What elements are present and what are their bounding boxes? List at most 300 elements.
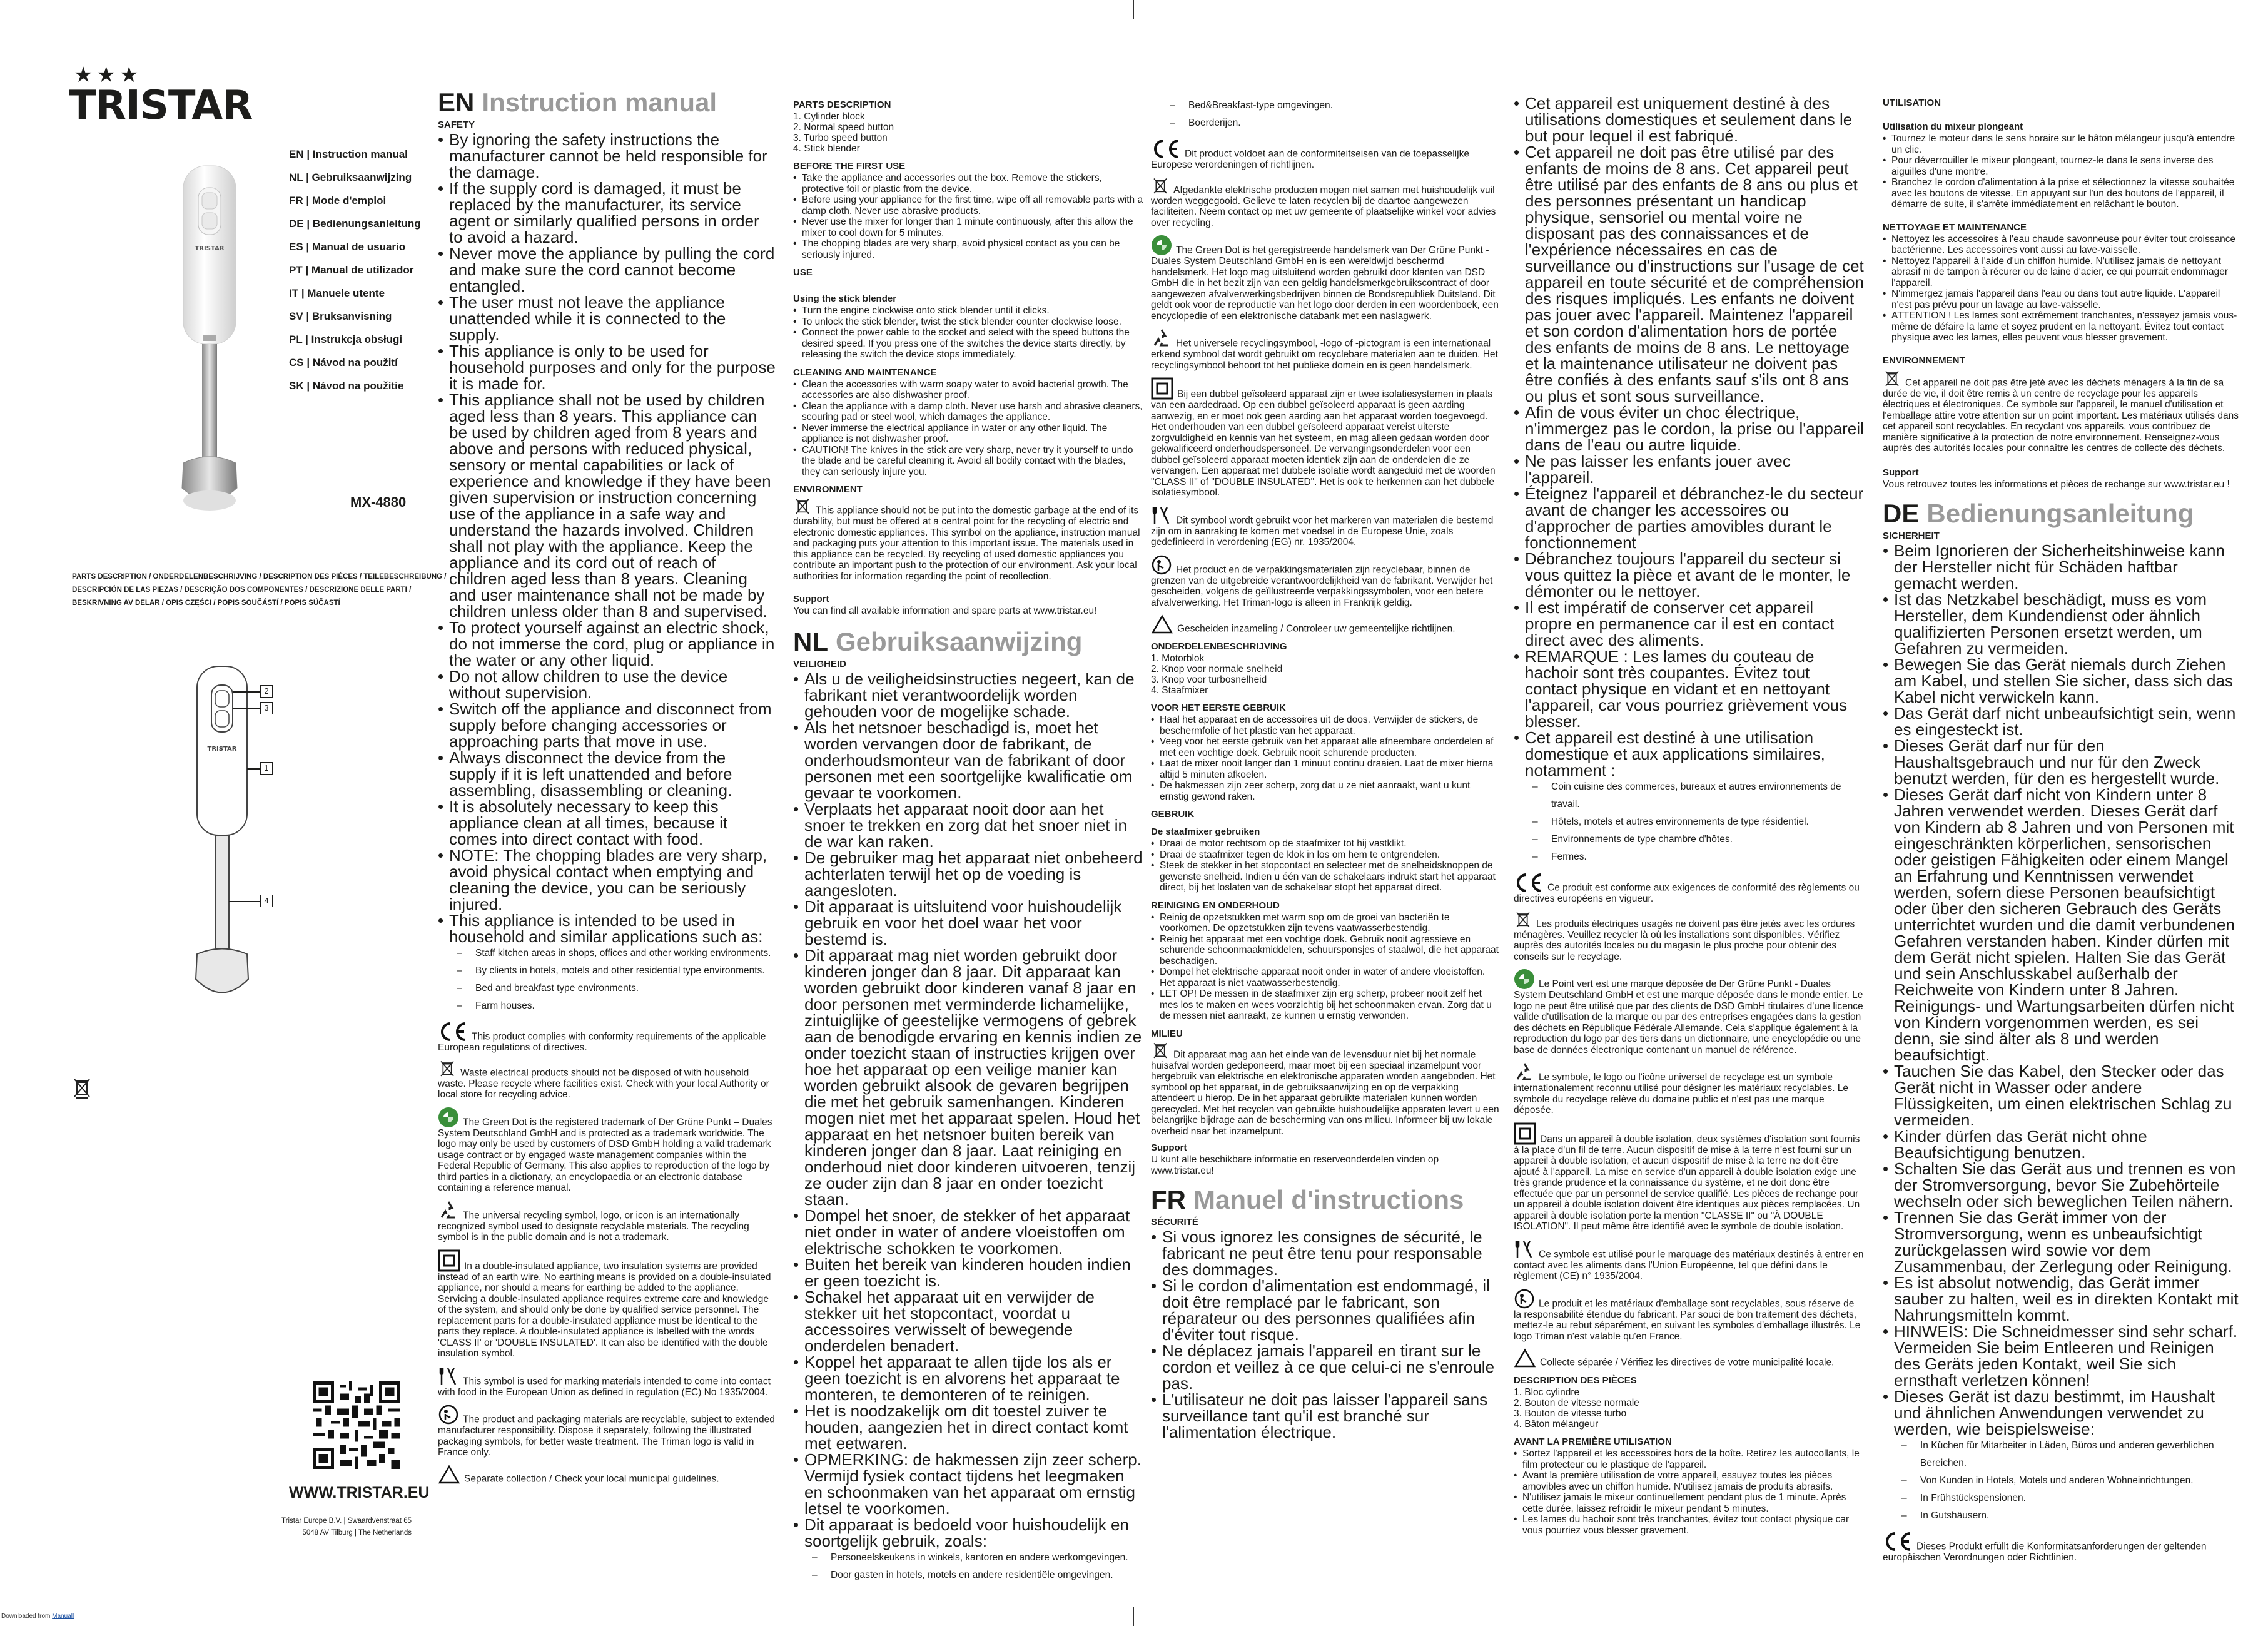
en-cleaning-title: CLEANING AND MAINTENANCE <box>793 367 937 378</box>
food-safe-icon <box>1151 505 1172 526</box>
nl-support-text: U kunt alle beschikbare informatie en reserveonderdelen vinden op www.tristar.eu! <box>1151 1154 1439 1176</box>
list-item: • LET OP! De messen in de staafmixer zijn erg scherp, probeer nooit zelf het mes los te maken en wees voorzichtig bij het schoonmaken ervan. Zorg dat u de messen niet aanraakt, ze kunnen u ernstig verwonden. <box>1151 988 1501 1022</box>
symbol-text: Ce produit est conforme aux exigences de conformité des règlements ou directives européens en vigueur. <box>1514 882 1860 904</box>
list-item: • Cet appareil est destiné à une utilisation domestique et aux applications similaires, notamment : <box>1514 729 1864 778</box>
callout-line <box>233 708 260 709</box>
environment-text: Cet appareil ne doit pas être jeté avec les déchets ménagers à la fin de sa durée de vie, il doit être remis à un centre de recyclage pour les appareils électriques et électroniques. Ce symbole sur l'appareil, le manuel d'utilisation et l'emballage attire votre attention sur un point important. Les matériaux utilisés dans cet appareil sont recyclables. En recyclant vos appareils, vous contribuez de manière significative à la protection de notre environnement. Renseignez-vous auprès des autorités locales pour connaître les centres de collecte des déchets. <box>1883 377 2239 454</box>
list-item: • Cet appareil est uniquement destiné à des utilisations domestiques et seulement dans le but pour lequel il est fabriqué. <box>1514 95 1864 144</box>
list-item: • N'utilisez jamais le mixeur continuellement pendant plus de 1 minute. Après cette durée, laissez refroidir le mixeur pendant 5 minutes. <box>1514 1492 1864 1514</box>
list-item: • To protect yourself against an electric shock, do not immerse the cord, plug or appliance in the water or any other liquid. <box>438 619 776 668</box>
symbol-text: Dit product voldoet aan de conformiteitseisen van de toepasselijke Europese verordeningen of richtlijnen. <box>1151 148 1469 170</box>
list-item: • Nettoyez l'appareil à l'aide d'un chiffon humide. N'utilisez jamais de nettoyant abrasif ni de tampon à récurer ou de laine d'acier, ce qui pourrait endommager l'appareil. <box>1883 256 2239 289</box>
recycling-paragraph <box>1514 1062 1864 1116</box>
fr-title: Manuel d'instructions <box>1193 1185 1464 1214</box>
list-item: • Do not allow children to use the device without supervision. <box>438 668 776 701</box>
double-insulation-icon <box>1151 377 1173 400</box>
list-item: • Cet appareil ne doit pas être utilisé par des enfants de moins de 8 ans. Cet appareil peut être utilisé par des enfants de 8 ans ou plus et des personnes présentant un handicap physique, sensoriel ou mental voire ne disposant pas des connaissances et de l'expérience nécessaires en cas de surveillance ou d'instructions sur l'usage de cet appareil en toute sécurité et de compréhension des risques impliqués. Les enfants ne doivent pas jouer avec l'appareil. Maintenez l'appareil et son cordon d'alimentation hors de portée des enfants de moins de 8 ans. Le nettoyage et la maintenance utilisateur ne doivent pas être confiés à des enfants sauf s'ils ont 8 ans ou plus et sont sous surveillance. <box>1514 144 1864 404</box>
list-item: • Als het netsnoer beschadigd is, moet het worden vervangen door de fabrikant, de onderhoudsmonteur van de fabrikant of door personen met een soortgelijke kwalificatie om gevaar te voorkomen. <box>793 719 1143 801</box>
de-heading <box>1883 499 2239 529</box>
weee-bin-icon <box>1151 1042 1170 1060</box>
symbol-text: The Green Dot is the registered trademark of Der Grüne Punkt – Duales System Deutschland GmbH and is protected as a trademark worldwide. The logo may only be used by customers of DSD GmbH holding a valid trademark usage contract or by engaged waste management companies within the Federal Republic of Germany. This also applies to reproduction of the logo by third parties in a dictionary, an encyclopaedia or an electronic database containing a reference manual. <box>438 1117 772 1193</box>
list-item: • The user must not leave the appliance unattended while it is connected to the supply. <box>438 294 776 343</box>
list-item: • Laat de mixer nooit langer dan 1 minuut continu draaien. Laat de mixer hierna altijd 5 minuten afkoelen. <box>1151 758 1501 780</box>
en-environment-text <box>793 497 1143 582</box>
list-item: • Éteignez l'appareil et débranchez-le du secteur avant de changer les accessoires ou d'approcher de parties amovibles durant le fonctionnement <box>1514 485 1864 551</box>
weee-paragraph <box>438 1060 776 1100</box>
language-item: ES | Manual de usuario <box>289 241 406 253</box>
list-item: • N'immergez jamais l'appareil dans l'eau ou dans tout autre liquide. L'appareil n'est pas prévu pour un lavage au lave-vaisselle. <box>1883 288 2239 310</box>
en-parts-title: PARTS DESCRIPTION <box>793 99 891 110</box>
list-item: – Door gasten in hotels, motels en andere residentiële omgevingen. <box>812 1567 1143 1584</box>
green-dot-paragraph <box>1151 235 1501 322</box>
fr-support-text: Vous retrouvez toutes les informations et pièces de rechange sur www.tristar.eu ! <box>1883 479 2230 490</box>
list-item: – Von Kunden in Hotels, Motels und anderen Wohneinrichtungen. <box>1901 1472 2239 1490</box>
list-item: • De gebruiker mag het apparaat niet onbeheerd achterlaten terwijl het op de voeding is aangesloten. <box>793 850 1143 898</box>
fr-before-list <box>1514 1448 1864 1536</box>
recycling-paragraph <box>1151 328 1501 371</box>
fr-use-list <box>1883 133 2239 210</box>
ce-paragraph <box>438 1021 776 1054</box>
food-contact-paragraph <box>1151 505 1501 548</box>
list-item: 3. Turbo speed button <box>793 133 888 143</box>
parts-heading-line: DESCRIPCIÓN DE LAS PIEZAS / DESCRIÇÃO DOS COMPONENTES / DESCRIZIONE DELLE PARTI / <box>72 586 412 594</box>
symbol-text: Afgedankte elektrische producten mogen niet samen met huishoudelijk vuil worden weggegooid. Gelieve te laten recyclen bij de daartoe aangewezen faciliteiten. Neem contact op met uw gemeente of plaatselijke winkel voor advies over recycling. <box>1151 185 1496 228</box>
ce-paragraph <box>1514 872 1864 905</box>
list-item: • Reinig de opzetstukken met warm sop om de groei van bacteriën te voorkomen. De opzetstukken zijn tevens vaatwasserbestendig. <box>1151 912 1501 934</box>
language-item: PL | Instrukcja obsługi <box>289 333 403 345</box>
language-item: CS | Návod na použití <box>289 357 398 368</box>
list-item: • Dit apparaat mag niet worden gebruikt door kinderen jonger dan 8 jaar. Dit apparaat kan worden gebruikt door kinderen vanaf 8 jaar en door personen met verminderde lichamelijke, zintuiglijke of geestelijke vermogens of gebrek aan de benodigde ervaring en kennis indien ze onder toezicht staan of instructies krijgen over hoe het apparaat op een veilige manier kan worden gebruikt alsook de gevaren begrijpen die met het gebruik samenhangen. Kinderen mogen niet met het apparaat spelen. Houd het apparaat en het netsnoer buiten bereik van kinderen jonger dan 8 jaar. Laat reiniging en onderhoud niet door kinderen uitvoeren, tenzij ze ouder zijn dan 8 jaar en onder toezicht staan. <box>793 947 1143 1207</box>
nl-before-title: VOOR HET EERSTE GEBRUIK <box>1151 703 1286 713</box>
en-support-title: Support <box>793 594 829 604</box>
list-item: • The chopping blades are very sharp, avoid physical contact as you can be seriously injured. <box>793 238 1143 260</box>
list-item: • Kinder dürfen das Gerät nicht ohne Beaufsichtigung benutzen. <box>1883 1128 2239 1161</box>
callout-3: 3 <box>260 702 273 714</box>
separate-collection-paragraph <box>438 1465 776 1485</box>
nl-column <box>1151 97 1501 1440</box>
list-item: • Das Gerät darf nicht unbeaufsichtigt sein, wenn es eingesteckt ist. <box>1883 705 2239 738</box>
en-parts-list <box>793 111 1143 154</box>
list-item: • Switch off the appliance and disconnect from supply before changing accessories or approaching parts that move in use. <box>438 701 776 749</box>
list-item: • Ne pas laisser les enfants jouer avec l'appareil. <box>1514 453 1864 485</box>
logo-wordmark: TRISTAR <box>69 83 253 129</box>
green-dot-paragraph <box>1514 968 1864 1055</box>
nl-parts-list <box>1151 653 1501 696</box>
address-line: Tristar Europe B.V. | Swaardvenstraat 65 <box>281 1517 412 1525</box>
ce-mark-icon <box>1514 872 1544 893</box>
list-item: • Il est impératif de conserver cet appareil propre en permanence car il est en contact direct avec des aliments. <box>1514 599 1864 648</box>
symbol-text: Bij een dubbel geïsoleerd apparaat zijn er twee isolatiesystemen in plaats van een aardedraad. Op een dubbel geïsoleerd apparaat is geen aarding aanwezig, en er moet ook geen aarding aan het apparaat worden toegevoegd. Het onderhouden van een dubbel geïsoleerd apparaat vereist uiterste zorgvuldigheid en kennis van het systeem, en mag alleen gedaan worden door gekwalificeerd onderhoudspersoneel. De vervangingsonderdelen voor een dubbel geïsoleerd apparaat moeten identiek zijn aan de onderdelen die ze vervangen. Een apparaat met dubbele isolatie wordt aangeduid met de woorden "CLASS II" of "DOUBLE INSULATED". Het is ook te herkennen aan het dubbele isolatiesymbool. <box>1151 389 1496 498</box>
symbol-text: Ce symbole est utilisé pour le marquage des matériaux destinés à entrer en contact avec les aliments dans l'Union Européenne, tel que défini dans le règlement (CE) n° 1935/2004. <box>1514 1249 1864 1281</box>
fr-use-title: UTILISATION <box>1883 98 1941 108</box>
nl-support-title: Support <box>1151 1142 1187 1153</box>
list-item: 4. Bâton mélangeur <box>1514 1419 1599 1430</box>
collection-triangle-icon <box>1151 614 1173 634</box>
green-dot-icon <box>1151 235 1172 256</box>
list-item: • Pour déverrouiller le mixeur plongeant, tournez-le dans le sens inverse des aiguilles d'une montre. <box>1883 155 2239 177</box>
fr-cleaning-list <box>1883 234 2239 343</box>
list-item: • Take the appliance and accessories out the box. Remove the stickers, protective foil or plastic from the device. <box>793 173 1143 195</box>
list-item: – Bed&Breakfast-type omgevingen. <box>1170 97 1501 114</box>
recycling-icon <box>438 1200 459 1221</box>
symbol-text: Gescheiden inzameling / Controleer uw gemeentelijke richtlijnen. <box>1177 623 1455 634</box>
nl-cleaning-title: REINIGING EN ONDERHOUD <box>1151 900 1280 911</box>
language-item: EN | Instruction manual <box>289 148 408 160</box>
symbol-text: This symbol is used for marking materials intended to come into contact with food in the European Union as defined in regulation (EC) No 1935/2004. <box>438 1376 771 1398</box>
en-use-title: USE <box>793 267 813 278</box>
nl-environment-text <box>1151 1042 1501 1137</box>
list-item: • Si le cordon d'alimentation est endommagé, il doit être remplacé par le fabricant, son réparateur ou des personnes qualifiées afin d'éviter tout risque. <box>1151 1278 1501 1343</box>
green-dot-paragraph <box>438 1107 776 1194</box>
list-item: • Dieses Gerät ist dazu bestimmt, im Haushalt und ähnlichen Anwendungen verwendet zu werden, wie beispielsweise: <box>1883 1388 2239 1437</box>
language-item: FR | Mode d'emploi <box>289 195 387 206</box>
nl-parts-title: ONDERDELENBESCHRIJVING <box>1151 641 1287 652</box>
list-item: – Farm houses. <box>457 997 776 1015</box>
double-insulation-icon <box>438 1249 460 1272</box>
list-item: • Si vous ignorez les consignes de sécurité, le fabricant ne peut être tenu pour responsable des dommages. <box>1151 1229 1501 1278</box>
weee-bin-icon <box>793 497 812 516</box>
list-item: • Sortez l'appareil et les accessoires hors de la boîte. Retirez les autocollants, le film protecteur ou le plastique de l'appareil. <box>1514 1448 1864 1470</box>
parts-diagram <box>188 663 256 1014</box>
de-lang-code: DE <box>1883 499 1920 528</box>
fr-before-title: AVANT LA PREMIÈRE UTILISATION <box>1514 1436 1672 1447</box>
list-item: • Dit apparaat is uitsluitend voor huishoudelijk gebruik en voor het doel waar het voor bestemd is. <box>793 898 1143 947</box>
list-item: 4. Staafmixer <box>1151 685 1208 696</box>
list-item: • It is absolutely necessary to keep this appliance clean at all times, because it comes into direct contact with food. <box>438 798 776 847</box>
list-item: • Veeg voor het eerste gebruik van het apparaat alle afneembare onderdelen af met een vochtige doek. Gebruik nooit schurende producten. <box>1151 736 1501 758</box>
list-item: • Buiten het bereik van kinderen houden indien er geen toezicht is. <box>793 1256 1143 1289</box>
list-item: • Steek de stekker in het stopcontact en selecteer met de snelheidsknoppen de gewenste snelheid. Indien u één van de schakelaars indrukt start het apparaat direct, bij het loslaten van de schakelaar stopt het apparaat direct. <box>1151 860 1501 893</box>
fr-heading <box>1151 1185 1501 1215</box>
symbol-text: Separate collection / Check your local municipal guidelines. <box>464 1473 719 1484</box>
parts-description-headings <box>72 571 453 610</box>
en-before-title: BEFORE THE FIRST USE <box>793 161 906 171</box>
symbol-text: In a double-insulated appliance, two insulation systems are provided instead of an earth wire. No earthing means is provided on a double-insulated appliance, nor should a means for earthing be added to the appliance. Servicing a double-insulated appliance requires extreme care and knowledge of the system, and should only be done by qualified service personnel. The replacement parts for a double-insulated appliance must be identical to the parts they replace. A double-insulated appliance is labelled with the words 'CLASS II' or 'DOUBLE INSULATED'. It can also be identified with the double insulation symbol. <box>438 1261 771 1359</box>
list-item: 2. Bouton de vitesse normale <box>1514 1398 1639 1408</box>
nl-use-list <box>1151 838 1501 893</box>
list-item: • Koppel het apparaat te allen tijde los als er geen toezicht is en alvorens het apparaat te monteren, te demonteren of te reinigen. <box>793 1354 1143 1403</box>
list-item: • Clean the accessories with warm soapy water to avoid bacterial growth. The accessories are also dishwasher proof. <box>793 379 1143 401</box>
list-item: • HINWEIS: Die Schneidmesser sind sehr scharf. Vermeiden Sie beim Entleeren und Reinigen des Geräts jeden Kontakt, weil Sie sich ernsthaft verletzen können! <box>1883 1323 2239 1388</box>
address-line: 5048 AV Tilburg | The Netherlands <box>302 1529 412 1537</box>
list-item: • Dompel het snoer, de stekker of het apparaat niet onder in water of andere vloeistoffen om elektrische schokken te voorkomen. <box>793 1207 1143 1256</box>
callout-4: 4 <box>260 895 273 907</box>
list-item: • Het is noodzakelijk om dit toestel zuiver te houden, aangezien het in direct contact komt met eetwaren. <box>793 1403 1143 1451</box>
download-note-prefix: Downloaded from <box>1 1613 51 1620</box>
list-item: • Afin de vous éviter un choc électrique, n'immergez pas le cordon, la prise ou l'appareil dans de l'eau ou autre liquide. <box>1514 404 1864 453</box>
fr-safety-title: SÉCURITÉ <box>1151 1217 1198 1227</box>
weee-bin-icon <box>74 1077 90 1103</box>
nl-heading <box>793 627 1143 657</box>
nl-uses-list-1 <box>812 1549 1143 1584</box>
list-item: • Avant la première utilisation de votre appareil, essuyez toutes les pièces amovibles avec un chiffon humide. N'utilisez jamais de produits abrasifs. <box>1514 1470 1864 1492</box>
list-item: • Never immerse the electrical appliance in water or any other liquid. The appliance is not dishwasher proof. <box>793 423 1143 445</box>
symbol-text: Dans un appareil à double isolation, deux systèmes d'isolation sont fournis à la place d'un fil de terre. Aucun dispositif de mise à la terre n'est fourni sur un appareil à double isolation, et aucun dispositif de mise à la terre ne doit être ajouté à l'appareil. La mise en service d'un appareil à double isolation exige une très grande prudence et la connaissance du système, et ne doit donc être effectuée que par un personnel de service qualifié. Les pièces de rechange pour un appareil à double isolation doivent être identiques aux pièces remplacées. Un appareil à double isolation porte la mention "CLASSE II" ou "À DOUBLE ISOLATION". Il peut même être identifié avec le symbole de double isolation. <box>1514 1134 1860 1232</box>
symbol-text: Collecte séparée / Vérifiez les directives de votre municipalité locale. <box>1540 1357 1835 1368</box>
list-item: • Draai de motor rechtsom op de staafmixer tot hij vastklikt. <box>1151 838 1501 850</box>
manuall-link[interactable]: Manuall <box>52 1613 74 1620</box>
language-item: SK | Návod na použitie <box>289 380 404 392</box>
list-item: – Fermes. <box>1532 848 1864 866</box>
symbol-text: The universal recycling symbol, logo, or icon is an internationally recognized symbol used to designate recyclable materials. The recycling symbol is in the public domain and is not a trademark. <box>438 1210 749 1242</box>
nl-use-subtitle: De staafmixer gebruiken <box>1151 826 1260 837</box>
list-item: • If the supply cord is damaged, it must be replaced by the manufacturer, its service agent or similarly qualified persons in order to avoid a hazard. <box>438 180 776 245</box>
triman-icon <box>438 1404 459 1425</box>
en-safety-list <box>438 131 776 945</box>
symbol-text: The Green Dot is het geregistreerde handelsmerk van Der Grüne Punkt - Duales System Deutschland GmbH en is een wereldwijd beschermd handelsmerk. Het logo mag uitsluitend worden gebruikt door klanten van DSD GmbH die in het bezit zijn van een geldig handelsmerkgebruikscontract of door aangewezen afvalverwerkingsbedrijven binnen de Bondsrepubliek Duitsland. Dit geldt ook voor de reproductie van het logo door derden in een woordenboek, een encyclopedie of een elektronische databank met een naslagwerk. <box>1151 245 1499 322</box>
en-heading <box>438 88 776 118</box>
nl-title: Gebruiksaanwijzing <box>836 626 1083 656</box>
svg-text:TRISTAR: TRISTAR <box>207 746 237 753</box>
de-uses-list <box>1901 1437 2239 1525</box>
list-item: 1. Cylinder block <box>793 111 865 122</box>
double-insulation-paragraph <box>438 1249 776 1359</box>
food-contact-paragraph <box>438 1366 776 1398</box>
list-item: • Schakel het apparaat uit en verwijder de stekker uit het stopcontact, voordat u accessoires verwisselt of bewegende onderdelen benadert. <box>793 1289 1143 1354</box>
en-environment-title: ENVIRONMENT <box>793 484 863 495</box>
logo-stars: ★★★ <box>74 63 143 87</box>
fr-environment-text <box>1883 370 2239 454</box>
symbol-text: Het universele recyclingsymbool, -logo of -pictogram is een internationaal erkend symbool dat wordt gebruikt om recyclebare materialen aan te duiden. Het recyclingsymbool behoort tot het publieke domein en is geen handelsmerk. <box>1151 338 1498 371</box>
fr-de-column <box>1883 97 2239 1563</box>
fr-parts-list <box>1514 1387 1864 1430</box>
list-item: • Ist das Netzkabel beschädigt, muss es vom Hersteller, dem Kundendienst oder ähnlich qualifizierten Personen ersetzt werden, um Gefahren zu vermeiden. <box>1883 591 2239 656</box>
symbol-text: Le symbole, le logo ou l'icône universel de recyclage est un symbole internationalement reconnu utilisé pour désigner les matériaux recyclables. Le symbole du recyclage relève du domaine public et n'est pas une marque déposée. <box>1514 1072 1849 1115</box>
list-item: – Personeelskeukens in winkels, kantoren en andere werkomgevingen. <box>812 1549 1143 1567</box>
symbol-text: Le Point vert est une marque déposée de Der Grüne Punkt - Duales System Deutschland GmbH et est une marque déposée dans le monde entier. Le logo ne peut être utilisé que par des clients de DSD GmbH titulaires d'une licence valide d'utilisation de la marque ou par des entreprises engagées dans la gestion des déchets en République Fédérale Allemande. Cela s'applique également à la reproduction du logo par des tiers dans un dictionnaire, une encyclopédie ou une base de données électronique contenant un manuel de référence. <box>1514 978 1863 1055</box>
list-item: • To unlock the stick blender, twist the stick blender counter clockwise loose. <box>793 317 1143 328</box>
nl-environment-title: MILIEU <box>1151 1028 1183 1039</box>
food-safe-icon <box>438 1366 459 1387</box>
list-item: • OPMERKING: de hakmessen zijn zeer scherp. Vermijd fysiek contact tijdens het leegmaken en schoonmaken van het apparaat om ernstig letsel te voorkomen. <box>793 1451 1143 1517</box>
en-use-list <box>793 305 1143 360</box>
list-item: • Beim Ignorieren der Sicherheitshinweise kann der Hersteller nicht für Schäden haftbar gemacht werden. <box>1883 542 2239 591</box>
list-item: • Es ist absolut notwendig, das Gerät immer sauber zu halten, weil es in direkten Kontakt mit Nahrungsmitteln kommt. <box>1883 1274 2239 1323</box>
list-item: • This appliance is intended to be used in household and similar applications such as: <box>438 912 776 945</box>
triman-paragraph <box>1151 554 1501 609</box>
en-cleaning-list <box>793 379 1143 478</box>
ce-mark-icon <box>1151 138 1181 160</box>
list-item: • This appliance is only to be used for household purposes and only for the purpose it is made for. <box>438 343 776 392</box>
fr-environment-title: ENVIRONNEMENT <box>1883 355 1965 366</box>
model-number: MX-4880 <box>350 494 407 510</box>
ce-mark-icon <box>1883 1531 1913 1552</box>
symbol-text: The product and packaging materials are recyclable, subject to extended manufacturer responsibility. Dispose it separately, following the illustrated packaging symbols, for better waste treatment. The Triman logo is valid in France only. <box>438 1414 775 1458</box>
list-item: • Never move the appliance by pulling the cord and make sure the cord cannot become entangled. <box>438 245 776 294</box>
list-item: • Clean the appliance with a damp cloth. Never use harsh and abrasive cleaners, scouring pad or steel wool, which damages the appliance. <box>793 401 1143 423</box>
list-item: – Hôtels, motels et autres environnements de type résidentiel. <box>1532 813 1864 831</box>
list-item: – Coin cuisine des commerces, bureaux et autres environnements de travail. <box>1532 778 1864 813</box>
list-item: • Turn the engine clockwise onto stick blender until it clicks. <box>793 305 1143 317</box>
weee-bin-icon <box>1151 177 1170 196</box>
list-item: • Trennen Sie das Gerät immer von der Stromversorgung, wenn es unbeaufsichtigt zurückgelassen wird sowie vor dem Zusammenbau, der Zerlegung oder Reinigung. <box>1883 1209 2239 1274</box>
list-item: • Dit apparaat is bedoeld voor huishoudelijk en soortgelijk gebruik, zoals: <box>793 1517 1143 1549</box>
language-item: PT | Manual de utilizador <box>289 264 414 276</box>
list-item: – Boerderijen. <box>1170 114 1501 132</box>
list-item: • Verplaats het apparaat nooit door aan het snoer te trekken en zorg dat het snoer niet in de war kan raken. <box>793 801 1143 850</box>
en-safety-title: SAFETY <box>438 119 475 130</box>
list-item: 1. Bloc cylindre <box>1514 1387 1580 1398</box>
fr-safety-list-1 <box>1151 1229 1501 1440</box>
list-item: 3. Bouton de vitesse turbo <box>1514 1408 1627 1419</box>
triman-icon <box>1151 554 1172 576</box>
website-link[interactable]: WWW.TRISTAR.EU <box>289 1484 430 1502</box>
callout-line <box>229 901 260 902</box>
weee-bin-icon <box>1514 911 1532 930</box>
callout-line <box>233 691 260 693</box>
list-item: • Débranchez toujours l'appareil du secteur si vous quittez la pièce et avant de le monter, le démonter ou le nettoyer. <box>1514 551 1864 599</box>
language-item: NL | Gebruiksaanwijzing <box>289 171 412 183</box>
qr-code[interactable] <box>313 1381 400 1469</box>
collection-triangle-icon <box>1514 1348 1536 1368</box>
list-item: • Ne déplacez jamais l'appareil en tirant sur le cordon et veillez à ce que celui-ci ne s'enroule pas. <box>1151 1343 1501 1391</box>
callout-line <box>247 768 260 770</box>
fr-column <box>1514 95 1864 1536</box>
fr-use-subtitle: Utilisation du mixeur plongeant <box>1883 121 2023 132</box>
company-address <box>268 1515 412 1539</box>
list-item: • Dompel het elektrische apparaat nooit onder in water of andere vloeistoffen. Het apparaat is niet vaatwasserbestendig. <box>1151 967 1501 988</box>
de-safety-list <box>1883 542 2239 1437</box>
language-list <box>289 143 420 397</box>
tristar-logo <box>69 63 294 131</box>
fr-parts-title: DESCRIPTION DES PIÈCES <box>1514 1375 1637 1386</box>
list-item: • L'utilisateur ne doit pas laisser l'appareil sans surveillance tant qu'il est branché sur l'alimentation électrique. <box>1151 1391 1501 1440</box>
double-insulation-paragraph <box>1514 1122 1864 1232</box>
list-item: • REMARQUE : Les lames du couteau de hachoir sont très coupantes. Évitez tout contact physique en vidant et en nettoyant l'appareil, car vous pourriez grièvement vous blesser. <box>1514 648 1864 729</box>
list-item: • Never use the mixer for longer than 1 minute continuously, after this allow the mixer to cool down for 5 minutes. <box>793 216 1143 238</box>
list-item: • Draai de staafmixer tegen de klok in los om hem te ontgrendelen. <box>1151 850 1501 861</box>
ce-mark-icon <box>438 1021 468 1042</box>
list-item: – Staff kitchen areas in shops, offices and other working environments. <box>457 945 776 962</box>
callout-1: 1 <box>260 762 273 775</box>
list-item: • De hakmessen zijn zeer scherp, zorg dat u ze niet aanraakt, want u kunt ernstig gewond raken. <box>1151 780 1501 802</box>
fr-cleaning-title: NETTOYAGE ET MAINTENANCE <box>1883 221 2027 233</box>
nl-safety-list <box>793 671 1143 1549</box>
fr-safety-list-2 <box>1514 95 1864 778</box>
weee-paragraph <box>1514 911 1864 963</box>
nl-before-list <box>1151 714 1501 802</box>
nl-lang-code: NL <box>793 626 828 656</box>
food-contact-paragraph <box>1514 1239 1864 1282</box>
recycling-icon <box>1514 1062 1535 1083</box>
double-insulation-icon <box>1514 1122 1536 1145</box>
list-item: • Nettoyez les accessoires à l'eau chaude savonneuse pour éviter tout croissance bactérienne. Les accessoires vont aussi au lave-vaisselle. <box>1883 234 2239 256</box>
weee-bin-icon <box>438 1060 457 1079</box>
nl-cleaning-list <box>1151 912 1501 1022</box>
recycling-icon <box>1151 328 1172 349</box>
list-item: 2. Knop voor normale snelheid <box>1151 664 1283 674</box>
list-item: 4. Stick blender <box>793 143 860 154</box>
recycling-paragraph <box>438 1200 776 1243</box>
list-item: • Bewegen Sie das Gerät niemals durch Ziehen am Kabel, und stellen Sie sicher, dass sich das Kabel nicht verwickeln kann. <box>1883 656 2239 705</box>
nl-safety-title: VEILIGHEID <box>793 658 847 669</box>
list-item: • Dieses Gerät darf nur für den Haushaltsgebrauch und nur für den Zweck benutzt werden, für den es hergestellt wurde. <box>1883 738 2239 786</box>
list-item: • Tauchen Sie das Kabel, den Stecker oder das Gerät nicht in Wasser oder andere Flüssigkeiten, um einen elektrischen Schlag zu vermeiden. <box>1883 1063 2239 1128</box>
list-item: • Dieses Gerät darf nicht von Kindern unter 8 Jahren verwendet werden. Dieses Gerät darf von Kindern ab 8 Jahren und von Personen mit eingeschränkten körperlichen, sensorischen oder geistigen Fähigkeiten oder einem Mangel an Erfahrung und Kenntnissen verwendet werden, sofern diese Personen beaufsichtigt oder über den sicheren Gebrauch des Geräts unterrichtet wurden und die damit verbundenen Gefahren verstanden haben. Kinder dürfen mit dem Gerät nicht spielen. Halten Sie das Gerät und sein Anschlusskabel außerhalb der Reichweite von Kindern unter 8 Jahren. Reinigungs- und Wartungsarbeiten dürfen nicht von Kindern vorgenommen werden, es sei denn, sie sind älter als 8 und werden beaufsichtigt. <box>1883 786 2239 1063</box>
triman-icon <box>1514 1288 1535 1309</box>
list-item: 3. Knop voor turbosnelheid <box>1151 674 1267 685</box>
green-dot-icon <box>1514 968 1535 990</box>
nl-uses-list-2 <box>1170 97 1501 132</box>
list-item: • By ignoring the safety instructions the manufacturer cannot be held responsible for the damage. <box>438 131 776 180</box>
fr-lang-code: FR <box>1151 1185 1186 1214</box>
triman-paragraph <box>1514 1288 1864 1343</box>
list-item: – Environnements de type chambre d'hôtes. <box>1532 831 1864 848</box>
green-dot-icon <box>438 1107 459 1128</box>
crop-mark <box>1133 1607 1134 1626</box>
list-item: • Als u de veiligheidsinstructies negeert, kan de fabrikant niet verantwoordelijk worden gehouden voor de mogelijke schade. <box>793 671 1143 719</box>
list-item: • This appliance shall not be used by children aged less than 8 years. This appliance can be used by children aged from 8 years and above and persons with reduced physical, sensory or mental capabilities or lack of experience and knowledge if they have been given supervision or instruction concerning use of the appliance in a safe way and understand the hazards involved. Children shall not play with the appliance. Keep the appliance and its cord out of reach of children aged less than 8 years. Cleaning and user maintenance shall not be made by children unless older than 8 and supervised. <box>438 392 776 619</box>
list-item: • Always disconnect the device from the supply if it is left unattended and before assembling, disassembling or cleaning. <box>438 749 776 798</box>
environment-text: This appliance should not be put into the domestic garbage at the end of its durability, but must be offered at a central point for the recycling of electric and electronic domestic appliances. This symbol on the appliance, instruction manual and packaging puts your attention to this important issue. The materials used in this appliance can be recycled. By recycling of used domestic appliances you contribute an important push to the protection of our environment. Ask your local authorities for information regarding the point of recollection. <box>793 505 1140 582</box>
list-item: • Schalten Sie das Gerät aus und trennen es von der Stromversorgung, bevor Sie Zubehörteile wechseln oder sich beweglichen Teilen nähern. <box>1883 1161 2239 1209</box>
symbol-text: Het product en de verpakkingsmaterialen zijn recyclebaar, binnen de grenzen van de uitgebreide verantwoordelijkheid van de fabrikant. Verwijder het gescheiden, volgens de geïllustreerde verpakkingssymbolen, voor een betere afvalverwerking. Het Triman-logo is alleen in Frankrijk geldig. <box>1151 564 1493 608</box>
list-item: • NOTE: The chopping blades are very sharp, avoid physical contact when emptying and cleaning the device, you can be seriously injured. <box>438 847 776 912</box>
de-safety-title: SICHERHEIT <box>1883 531 1940 541</box>
parts-heading-line: BESKRIVNING AV DELAR / OPIS CZĘŚCI / POPIS SOUČÁSTÍ / POPIS SÚČASTÍ <box>72 599 340 607</box>
list-item: • Branchez le cordon d'alimentation à la prise et sélectionnez la vitesse souhaitée avec les boutons de vitesse. En appuyant sur l'un des boutons de l'appareil, il démarre de suite, il s'arrête immédiatement en relâchant le bouton. <box>1883 177 2239 210</box>
en-support-text: You can find all available information and spare parts at www.tristar.eu! <box>793 606 1097 616</box>
parts-heading-line: PARTS DESCRIPTION / ONDERDELENBESCHRIJVING / DESCRIPTION DES PIÈCES / TEILEBESCHREIBUNG / <box>72 573 447 581</box>
fr-uses-list <box>1532 778 1864 866</box>
list-item: 1. Motorblok <box>1151 653 1205 664</box>
de-title: Bedienungsanleitung <box>1926 499 2194 528</box>
language-item: DE | Bedienungsanleitung <box>289 218 421 230</box>
weee-bin-icon <box>1883 370 1901 389</box>
symbol-text: Dieses Produkt erfüllt die Konformitätsanforderungen der geltenden europäischen Verordnungen oder Richtlinien. <box>1883 1541 2207 1563</box>
list-item: • Haal het apparaat en de accessoires uit de doos. Verwijder de stickers, de beschermfolie of het plastic van het apparaat. <box>1151 714 1501 736</box>
ce-paragraph <box>1883 1531 2239 1563</box>
crop-mark <box>1133 0 1134 19</box>
environment-text: Dit apparaat mag aan het einde van de levensduur niet bij het normale huisafval worden gedeponeerd, maar moet bij een speciaal inzamelpunt voor hergebruik van elektrische en elektronische apparaten worden aangeboden. Het symbool op het apparaat, in de gebruiksaanwijzing en op de verpakking attendeert u hierop. De in het apparaat gebruikte materialen kunnen worden gerecycled. Met het recyclen van gebruikte huishoudelijke apparaten levert u een belangrijke bijdrage aan de bescherming van ons milieu. Informeer bij uw lokale overheid naar het inzamelpunt. <box>1151 1049 1499 1137</box>
symbol-text: This product complies with conformity requirements of the applicable European regulations of directives. <box>438 1031 766 1053</box>
list-item: • Les lames du hachoir sont très tranchantes, évitez tout contact physique car vous pourriez vous blesser gravement. <box>1514 1514 1864 1536</box>
triman-paragraph <box>438 1404 776 1458</box>
symbol-text: Les produits électriques usagés ne doivent pas être jetés avec les ordures ménagères. Veuillez recycler là où les installations sont disponibles. Vérifiez auprès des autorités locales ou du magasin le plus proche pour obtenir des conseils sur le recyclage. <box>1514 918 1855 962</box>
symbol-text: Le produit et les matériaux d'emballage sont recyclables, sous réserve de la responsabilité étendue du fabricant. Par souci de bon traitement des déchets, mettez-le au rebut séparément, en suivant les symboles d'emballage illustrés. Le logo Triman n'est valable qu'en France. <box>1514 1298 1861 1342</box>
symbol-text: Dit symbool wordt gebruikt voor het markeren van materialen die bestemd zijn om in aanraking te komen met voedsel in de Europese Unie, zoals gedefinieerd in verordening (EG) nr. 1935/2004. <box>1151 515 1494 547</box>
callout-2: 2 <box>260 685 273 698</box>
list-item: – By clients in hotels, motels and other residential type environments. <box>457 962 776 980</box>
fr-support-title: Support <box>1883 467 1919 478</box>
separate-collection-paragraph <box>1514 1348 1864 1368</box>
download-note <box>1 1613 74 1620</box>
en-lang-code: EN <box>438 88 475 117</box>
ce-paragraph <box>1151 138 1501 171</box>
symbol-text: Waste electrical products should not be disposed of with household waste. Please recycle where facilities exist. Check with your local Authority or local store for recycling advice. <box>438 1067 769 1100</box>
separate-collection-paragraph <box>1151 614 1501 634</box>
list-item: • CAUTION! The knives in the stick are very sharp, never try it yourself to undo the blade and be careful cleaning it. Avoid all bodily contact with the blades, they can seriously injure you. <box>793 445 1143 478</box>
list-item: – In Frühstückspensionen. <box>1901 1490 2239 1507</box>
list-item: • Tournez le moteur dans le sens horaire sur le bâton mélangeur jusqu'à entendre un clic. <box>1883 133 2239 155</box>
svg-text:TRISTAR: TRISTAR <box>195 245 225 252</box>
en-column <box>438 88 776 1485</box>
en-title: Instruction manual <box>482 88 717 117</box>
nl-use-title: GEBRUIK <box>1151 809 1195 820</box>
list-item: • Connect the power cable to the socket and select with the speed buttons the desired speed. If you press one of the switches the device starts directly, by releasing the switch the device stops immediately. <box>793 327 1143 360</box>
list-item: – Bed and breakfast type environments. <box>457 980 776 997</box>
en-nl-column <box>793 99 1143 1584</box>
double-insulation-paragraph <box>1151 377 1501 499</box>
en-uses-list <box>457 945 776 1015</box>
weee-paragraph <box>1151 177 1501 229</box>
list-item: • Reinig het apparaat met een vochtige doek. Gebruik nooit agressieve en schurende schoonmaakmiddelen, schuursponsjes of staalwol, die het apparaat beschadigen. <box>1151 934 1501 967</box>
list-item: 2. Normal speed button <box>793 122 894 133</box>
en-before-list <box>793 173 1143 260</box>
en-use-subtitle: Using the stick blender <box>793 293 897 304</box>
food-safe-icon <box>1514 1239 1535 1260</box>
language-item: IT | Manuele utente <box>289 287 385 299</box>
